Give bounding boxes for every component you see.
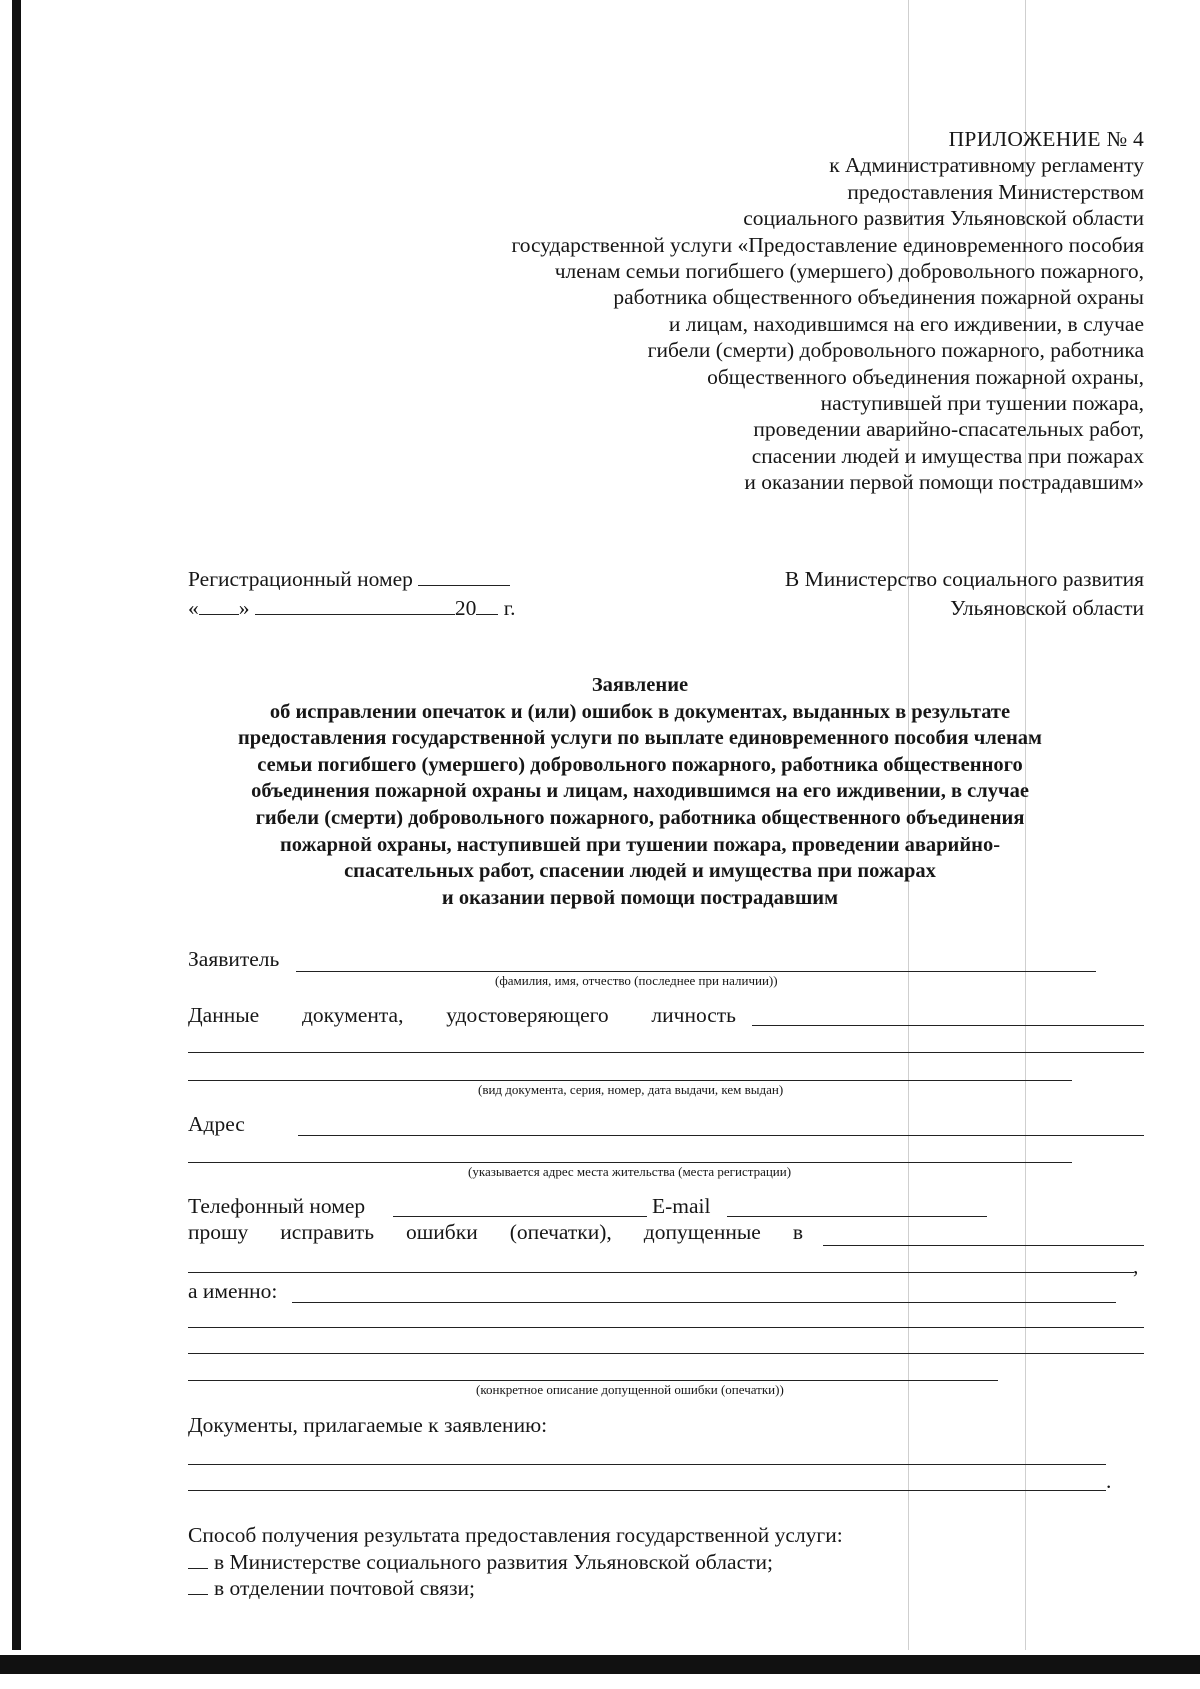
address-label: Адрес — [188, 1112, 245, 1136]
receipt-option-ministry-mark[interactable] — [188, 1548, 208, 1569]
appendix-line: членам семьи погибшего (умершего) добровольного пожарного, — [554, 259, 1144, 284]
error-description-field[interactable] — [292, 1302, 1116, 1303]
appendix-line: предоставления Министерством — [847, 179, 1144, 204]
appendix-line: государственной услуги «Предоставление единовременного пособия — [511, 232, 1144, 257]
documents-period: . — [1106, 1469, 1112, 1493]
documents-label: Документы, прилагаемые к заявлению: — [188, 1413, 548, 1437]
id-document-hint: (вид документа, серия, номер, дата выдачи, кем выдан) — [478, 1082, 784, 1097]
statement-line: пожарной охраны, наступившей при тушении пожара, проведении аварийно- — [279, 833, 1001, 856]
receipt-option-post-mark[interactable] — [188, 1574, 208, 1595]
request-comma: , — [1133, 1254, 1139, 1278]
documents-field[interactable] — [188, 1464, 1106, 1465]
statement-line: об исправлении опечаток и (или) ошибок в документах, выданных в результате — [269, 700, 1011, 723]
scan-left-border — [12, 0, 21, 1650]
applicant-hint: (фамилия, имя, отчество (последнее при наличии)) — [495, 973, 778, 988]
phone-label: Телефонный номер — [188, 1194, 366, 1218]
date-day-field[interactable] — [199, 594, 239, 615]
documents-field-line-2[interactable] — [188, 1490, 1106, 1491]
appendix-line: гибели (смерти) добровольного пожарного, работника — [647, 338, 1144, 363]
id-document-field-line-2[interactable] — [188, 1052, 1144, 1053]
statement-line: спасательных работ, спасении людей и имущества при пожарах — [344, 860, 936, 883]
appendix-line: спасении людей и имущества при пожарах — [751, 443, 1144, 468]
appendix-line: и лицам, находившимся на его иждивении, в случае — [668, 311, 1144, 336]
statement-line: и оказании первой помощи пострадавшим — [441, 886, 839, 909]
date-year-prefix: 20 — [454, 596, 477, 620]
statement-heading: Заявление — [591, 674, 689, 696]
receipt-option-ministry: в Министерстве социального развития Ульяновской области; — [188, 1548, 773, 1575]
addressee-line: Ульяновской области — [950, 596, 1144, 620]
receipt-option-post: в отделении почтовой связи; — [188, 1574, 475, 1601]
statement-line: объединения пожарной охраны и лицам, находившимся на его иждивении, в случае — [251, 780, 1029, 803]
appendix-line: к Административному регламенту — [829, 153, 1144, 178]
namely-label: а именно: — [188, 1279, 278, 1303]
request-label: прошу исправить ошибки (опечатки), допущенные в — [188, 1220, 803, 1244]
appendix-title: ПРИЛОЖЕНИЕ № 4 — [948, 127, 1144, 151]
appendix-line: и оказании первой помощи пострадавшим» — [744, 470, 1144, 495]
statement-title — [150, 672, 1130, 911]
addressee-line: В Министерство социального развития — [784, 567, 1144, 591]
date-month-field[interactable] — [255, 594, 455, 615]
registration-number-field[interactable] — [418, 565, 510, 586]
appendix-line: проведении аварийно-спасательных работ, — [753, 417, 1144, 442]
applicant-field[interactable] — [296, 971, 1096, 972]
appendix-header — [324, 126, 1144, 496]
receipt-method-label: Способ получения результата предоставления государственной услуги: — [188, 1523, 843, 1547]
address-hint: (указывается адрес места жительства (места регистрации) — [468, 1164, 792, 1179]
id-document-field-line-3[interactable] — [188, 1080, 1072, 1081]
date-close-quote: » — [238, 596, 250, 620]
registration-block — [188, 565, 516, 623]
email-field[interactable] — [727, 1216, 987, 1217]
appendix-line: социального развития Ульяновской области — [743, 206, 1144, 231]
date-year-field[interactable] — [476, 594, 498, 615]
statement-line: семьи погибшего (умершего) добровольного пожарного, работника общественного — [257, 753, 1023, 776]
address-field-line-2[interactable] — [188, 1162, 1072, 1163]
email-label: E-mail — [652, 1194, 711, 1218]
request-document-field[interactable] — [823, 1245, 1144, 1246]
error-description-field-line-3[interactable] — [188, 1353, 1144, 1354]
scan-bottom-border — [0, 1655, 1200, 1674]
appendix-line: наступившей при тушении пожара, — [820, 391, 1144, 416]
date-open-quote: « — [188, 596, 199, 620]
id-document-field[interactable] — [752, 1025, 1144, 1026]
addressee-block — [785, 565, 1144, 623]
address-field[interactable] — [298, 1135, 1144, 1136]
request-document-field-line-2[interactable] — [188, 1272, 1134, 1273]
applicant-label: Заявитель — [188, 947, 280, 971]
phone-field[interactable] — [393, 1216, 647, 1217]
appendix-line: работника общественного объединения пожарной охраны — [613, 285, 1144, 310]
error-description-field-line-2[interactable] — [188, 1327, 1144, 1328]
id-document-label: Данные документа, удостоверяющего личность — [188, 1003, 736, 1027]
error-description-hint: (конкретное описание допущенной ошибки (опечатки)) — [476, 1382, 784, 1397]
appendix-line: общественного объединения пожарной охраны, — [707, 364, 1144, 389]
statement-line: гибели (смерти) добровольного пожарного, работника общественного объединения — [255, 806, 1025, 829]
error-description-field-line-4[interactable] — [188, 1380, 998, 1381]
statement-line: предоставления государственной услуги по выплате единовременного пособия членам — [238, 727, 1042, 750]
registration-number-label: Регистрационный номер — [188, 567, 413, 591]
date-year-suffix: г. — [503, 596, 516, 620]
